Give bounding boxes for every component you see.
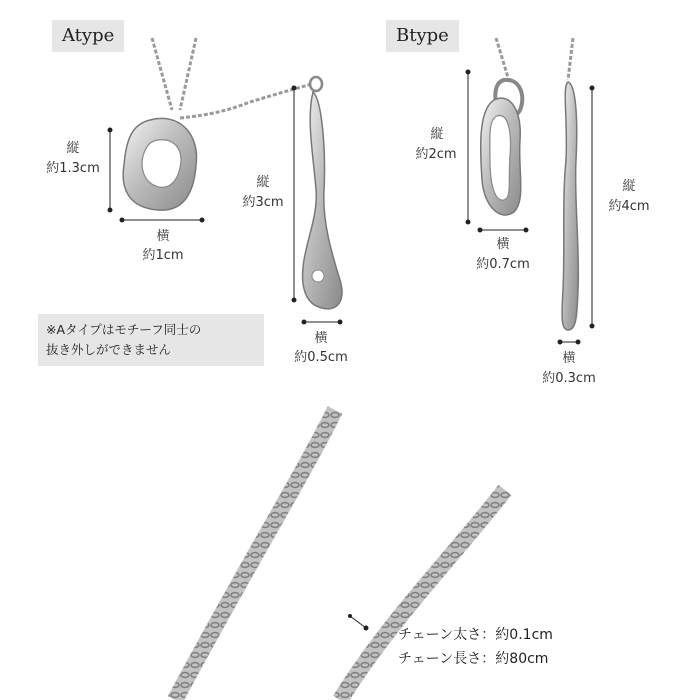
type-a-note <box>38 314 264 366</box>
type-b-bar-width-label: 横 <box>562 351 576 366</box>
type-a-bar-height-label: 縦 <box>256 175 270 190</box>
type-a-necklace <box>123 38 342 309</box>
type-b-bar-height-value: 約4cm <box>608 199 650 214</box>
type-a-title: Atype <box>52 20 124 52</box>
type-b-ring-width-value: 約0.7cm <box>476 257 530 272</box>
type-a-note-line2: 抜き外しができません <box>46 342 172 357</box>
type-a-ring-height-value: 約1.3cm <box>46 161 100 176</box>
type-a-ring-height-label: 縦 <box>66 141 80 156</box>
type-a-bar-width-value: 約0.5cm <box>294 350 348 365</box>
chain-length: チェーン長さ：約80cm <box>398 651 549 667</box>
type-b-bar-height-label: 縦 <box>622 179 636 194</box>
type-a-bar-height-value: 約3cm <box>242 195 284 210</box>
type-b-bar-pendant <box>562 82 578 330</box>
type-a-ring-width-label: 横 <box>156 229 170 244</box>
type-b-ring-height-value: 約2cm <box>415 147 457 162</box>
type-b-necklace <box>481 38 579 330</box>
type-b-ring-height-label: 縦 <box>430 127 444 142</box>
type-b-bar-width-value: 約0.3cm <box>542 371 596 386</box>
type-a-note-line1: ※Aタイプはモチーフ同士の <box>46 322 202 337</box>
type-b-ring-width-label: 横 <box>496 237 510 252</box>
chain-thickness: チェーン太さ：約0.1cm <box>398 627 553 643</box>
type-a-bar-width-label: 横 <box>314 331 328 346</box>
type-a-ring-width-value: 約1cm <box>142 248 184 263</box>
type-b-title: Btype <box>386 20 459 52</box>
